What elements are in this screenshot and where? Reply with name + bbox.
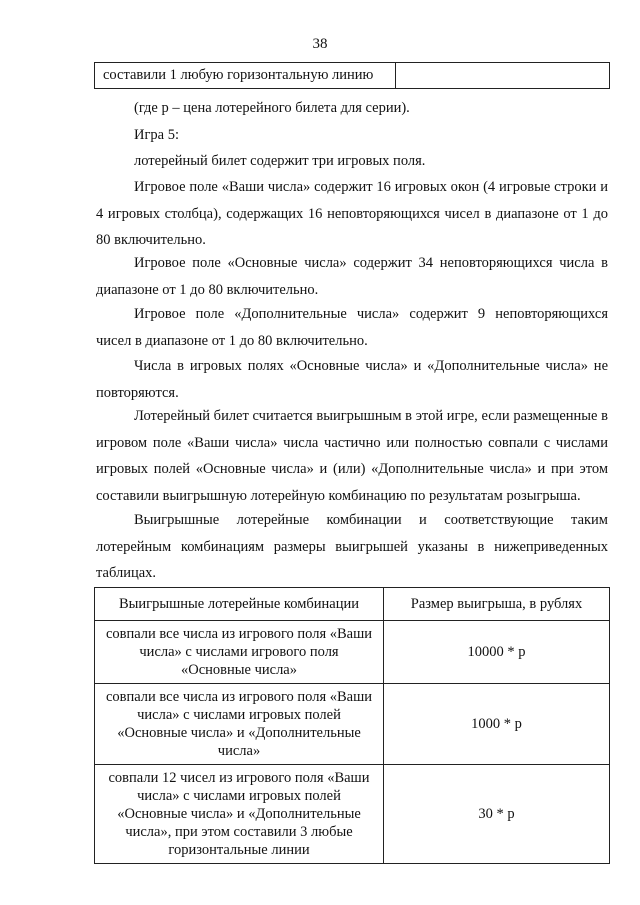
paragraph-no-repeat: Числа в игровых полях «Основные числа» и «Дополнительные числа» не повторяются.	[96, 358, 608, 401]
paragraph-combinations-intro: Выигрышные лотерейные комбинации и соответствующие таким лотерейным комбинациям размеры выигрышей указаны в нижеприведенных таблицах.	[96, 512, 608, 581]
prize-cell: 1000 * р	[384, 684, 610, 765]
table-row	[95, 684, 610, 765]
prize-cell: 30 * р	[384, 765, 610, 864]
paragraph-your-numbers: Игровое поле «Ваши числа» содержит 16 игровых окон (4 игровые строки и 4 игровых столбца), содержащих 16 неповторяющихся чисел в диапазоне от 1 до 80 включительно.	[96, 179, 608, 248]
prize-cell: 10000 * р	[384, 621, 610, 684]
table-cell-combination: составили 1 любую горизонтальную линию	[95, 63, 396, 89]
paragraph-game-title: Игра 5:	[134, 127, 180, 143]
paragraph-main-numbers: Игровое поле «Основные числа» содержит 34 неповторяющихся числа в диапазоне от 1 до 80 включительно.	[96, 255, 608, 298]
page-number: 38	[312, 36, 328, 52]
table-row	[95, 765, 610, 864]
combination-cell: совпали все числа из игрового поля «Ваши числа» с числами игрового поля «Основные числа»	[95, 621, 384, 684]
continued-table	[94, 62, 610, 89]
table-row	[95, 621, 610, 684]
table-row	[95, 63, 610, 89]
header-combinations: Выигрышные лотерейные комбинации	[95, 588, 384, 621]
paragraph-additional-numbers: Игровое поле «Дополнительные числа» содержит 9 неповторяющихся чисел в диапазоне от 1 до 80 включительно.	[96, 306, 608, 349]
paragraph-price-note: (где р – цена лотерейного билета для серии).	[134, 100, 410, 116]
paragraph-winning-ticket: Лотерейный билет считается выигрышным в этой игре, если размещенные в игровом поле «Ваши числа» числа частично или полностью совпали с числами игровых полей «Основные числа» и (или) «Дополнительные числа» и при этом составили выигрышную лотерейную комбинацию по результатам розыгрыша.	[96, 408, 608, 504]
combination-cell: совпали все числа из игрового поля «Ваши числа» с числами игровых полей «Основные числа» и «Дополнительные числа»	[95, 684, 384, 765]
paragraph-three-fields: лотерейный билет содержит три игровых поля.	[134, 153, 426, 169]
header-prize: Размер выигрыша, в рублях	[384, 588, 610, 621]
combination-cell: совпали 12 чисел из игрового поля «Ваши числа» с числами игровых полей «Основные числа» и «Дополнительные числа», при этом составили 3 любые горизонтальные линии	[95, 765, 384, 864]
table-header-row	[95, 588, 610, 621]
winnings-table	[94, 587, 610, 864]
table-cell-prize	[396, 63, 610, 89]
